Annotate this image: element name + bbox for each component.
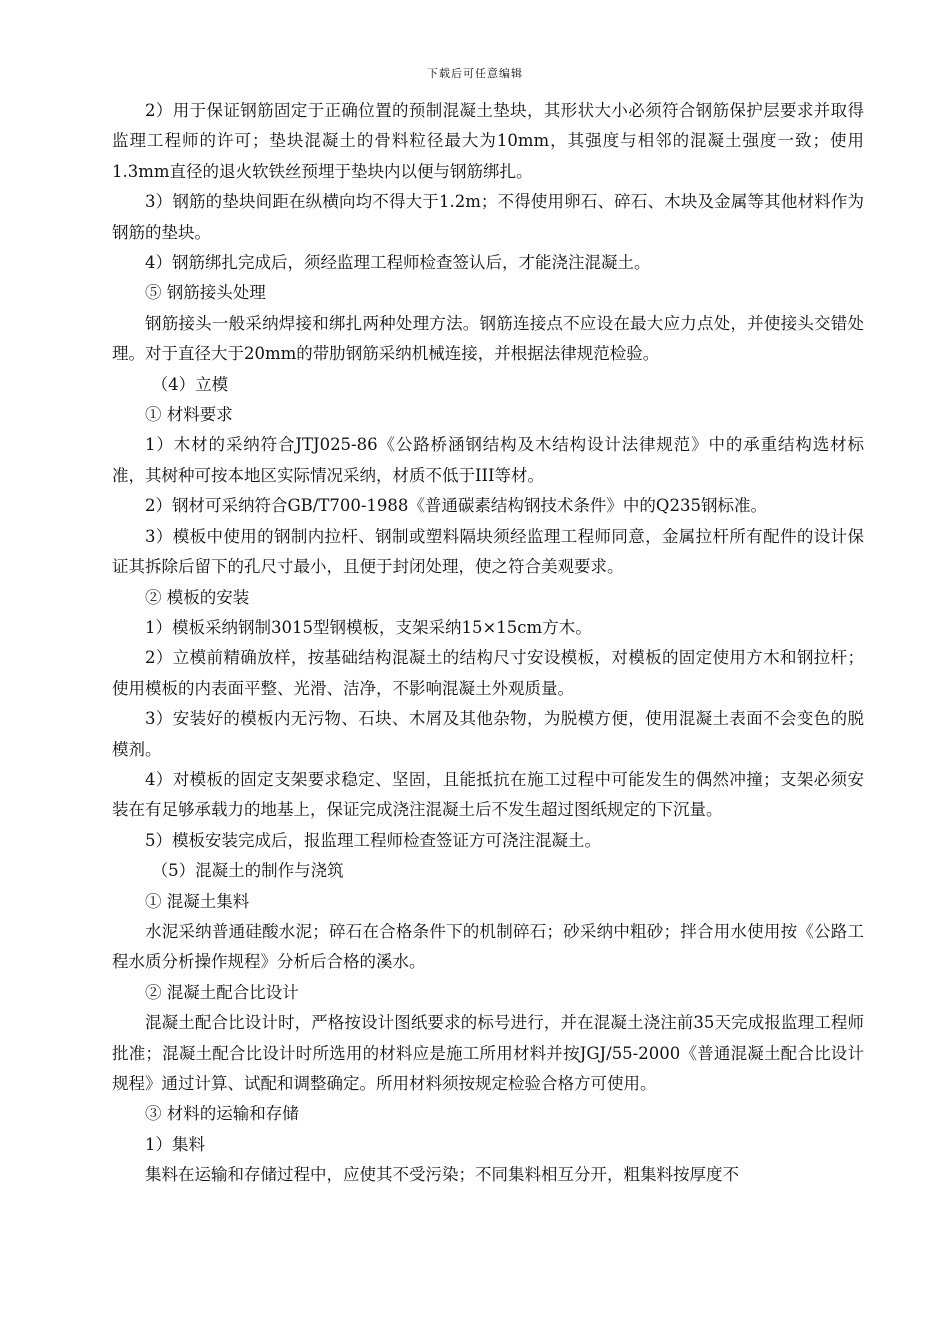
paragraph: 3）钢筋的垫块间距在纵横向均不得大于1.2m；不得使用卵石、碎石、木块及金属等其他材料作为钢筋的垫块。 (112, 192, 864, 242)
paragraph: 集料在运输和存储过程中，应使其不受污染；不同集料相互分开，粗集料按厚度不 (145, 1165, 739, 1185)
paragraph: 1）模板采纳钢制3015型钢模板，支架采纳15×15cm方木。 (145, 617, 592, 637)
section-heading: ① 混凝土集料 (145, 891, 250, 911)
paragraph: 水泥采纳普通硅酸水泥；碎石在合格条件下的机制碎石；砂采纳中粗砂；拌合用水使用按《公路工程水质分析操作规程》分析后合格的溪水。 (112, 921, 864, 972)
section-heading: （4）立模 (151, 374, 229, 394)
paragraph: 4）对模板的固定支架要求稳定、坚固，且能抵抗在施工过程中可能发生的偶然冲撞；支架必须安装在有足够承载力的地基上，保证完成浇注混凝土后不发生超过图纸规定的下沉量。 (112, 769, 864, 820)
section-heading: ① 材料要求 (145, 405, 233, 425)
paragraph: 5）模板安装完成后，报监理工程师检查签证方可浇注混凝土。 (145, 830, 601, 850)
paragraph: 钢筋接头一般采纳焊接和绑扎两种处理方法。钢筋连接点不应设在最大应力点处，并使接头交错处理。对于直径大于20mm的带肋钢筋采纳机械连接，并根据法律规范检验。 (112, 313, 864, 364)
section-heading: ③ 材料的运输和存储 (145, 1104, 299, 1124)
section-heading: ② 混凝土配合比设计 (145, 982, 299, 1002)
paragraph: 3）安装好的模板内无污物、石块、木屑及其他杂物，为脱模方便，使用混凝土表面不会变色的脱模剂。 (112, 709, 864, 759)
paragraph: 2）立模前精确放样，按基础结构混凝土的结构尺寸安设模板，对模板的固定使用方木和钢拉杆；使用模板的内表面平整、光滑、洁净，不影响混凝土外观质量。 (112, 648, 864, 698)
paragraph: 3）模板中使用的钢制内拉杆、钢制或塑料隔块须经监理工程师同意，金属拉杆所有配件的设计保证其拆除后留下的孔尺寸最小，且便于封闭处理，使之符合美观要求。 (112, 526, 864, 577)
paragraph: 混凝土配合比设计时，严格按设计图纸要求的标号进行，并在混凝土浇注前35天完成报监理工程师批准；混凝土配合比设计时所选用的材料应是施工所用材料并按JGJ/55-2000《普通混凝土配合比设计规程》通过计算、试配和调整确定。所用材料须按规定检验合格方可使用。 (112, 1013, 864, 1093)
document-body (112, 96, 864, 1191)
section-heading: 1）集料 (145, 1134, 205, 1154)
section-heading: ⑤ 钢筋接头处理 (145, 283, 266, 303)
paragraph: 4）钢筋绑扎完成后，须经监理工程师检查签认后，才能浇注混凝土。 (145, 253, 651, 273)
section-heading: ② 模板的安装 (145, 587, 250, 607)
page-header: 下载后可任意编辑 (427, 67, 523, 80)
section-heading: （5）混凝土的制作与浇筑 (151, 861, 344, 881)
paragraph: 2）用于保证钢筋固定于正确位置的预制混凝土垫块，其形状大小必须符合钢筋保护层要求并取得监理工程师的许可；垫块混凝土的骨料粒径最大为10mm，其强度与相邻的混凝土强度一致；使用1.3mm直径的退火软铁丝预埋于垫块内以便与钢筋绑扎。 (112, 101, 864, 181)
paragraph: 1）木材的采纳符合JTJ025-86《公路桥涵钢结构及木结构设计法律规范》中的承重结构选材标准，其树种可按本地区实际情况采纳，材质不低于III等材。 (112, 435, 864, 485)
paragraph: 2）钢材可采纳符合GB/T700-1988《普通碳素结构钢技术条件》中的Q235钢标准。 (145, 496, 767, 516)
